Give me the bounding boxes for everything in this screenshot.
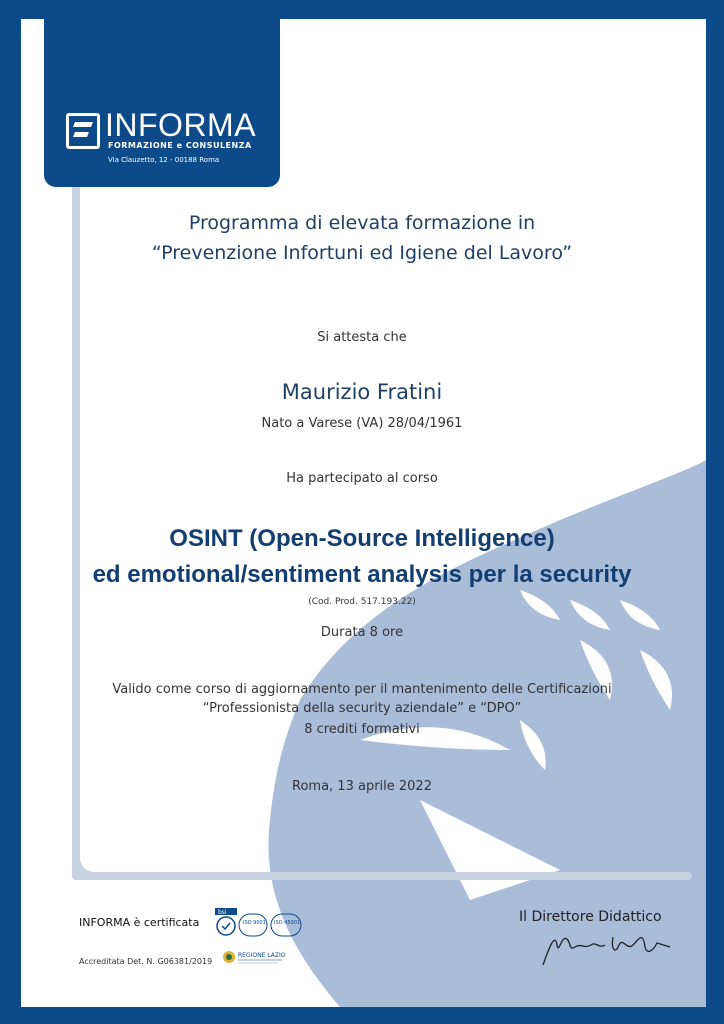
- course-title-line-2: ed emotional/sentiment analysis per la security: [92, 561, 632, 588]
- director-signature: [535, 925, 675, 970]
- program-line-1: Programma di elevata formazione in: [188, 212, 536, 234]
- accreditation-text: Accreditata Det. N. G06381/2019: [79, 957, 213, 966]
- validity-line-3: 8 crediti formativi: [304, 722, 420, 737]
- course-code: (Cod. Prod. 517.193.22): [308, 597, 416, 607]
- birth-info: Nato a Varese (VA) 28/04/1961: [261, 416, 463, 431]
- bsi-certification-badge: [215, 908, 305, 938]
- informa-logo-icon: [66, 113, 100, 149]
- certified-label: INFORMA è certificata: [79, 916, 200, 929]
- brand-address: Via Clauzetto, 12 - 00188 Roma: [108, 156, 220, 164]
- brand-name: INFORMA: [105, 107, 257, 143]
- brand-tagline: FORMAZIONE e CONSULENZA: [108, 141, 252, 150]
- validity-line-2: “Professionista della security aziendale” e “DPO”: [202, 701, 522, 716]
- attestation-intro: Si attesta che: [317, 330, 407, 345]
- course-duration: Durata 8 ore: [320, 625, 404, 640]
- regione-lazio-logo: [222, 948, 292, 976]
- iso-9001-label: ISO 9001: [243, 920, 266, 926]
- person-name: Maurizio Fratini: [281, 380, 443, 404]
- frame-horizontal-bar: [72, 872, 692, 880]
- director-title: Il Direttore Didattico: [519, 909, 662, 925]
- participation-text: Ha partecipato al corso: [286, 471, 438, 486]
- course-title-line-1: OSINT (Open-Source Intelligence): [169, 525, 555, 552]
- date-place: Roma, 13 aprile 2022: [292, 779, 432, 794]
- validity-line-1: Valido come corso di aggiornamento per il mantenimento delle Certificazioni: [112, 682, 612, 697]
- region-label: REGIONE LAZIO: [238, 952, 286, 959]
- bsi-text: bsi: [218, 909, 227, 916]
- program-line-2: “Prevenzione Infortuni ed Igiene del Lavoro”: [151, 242, 573, 264]
- iso-45001-label: ISO 45001: [274, 920, 301, 926]
